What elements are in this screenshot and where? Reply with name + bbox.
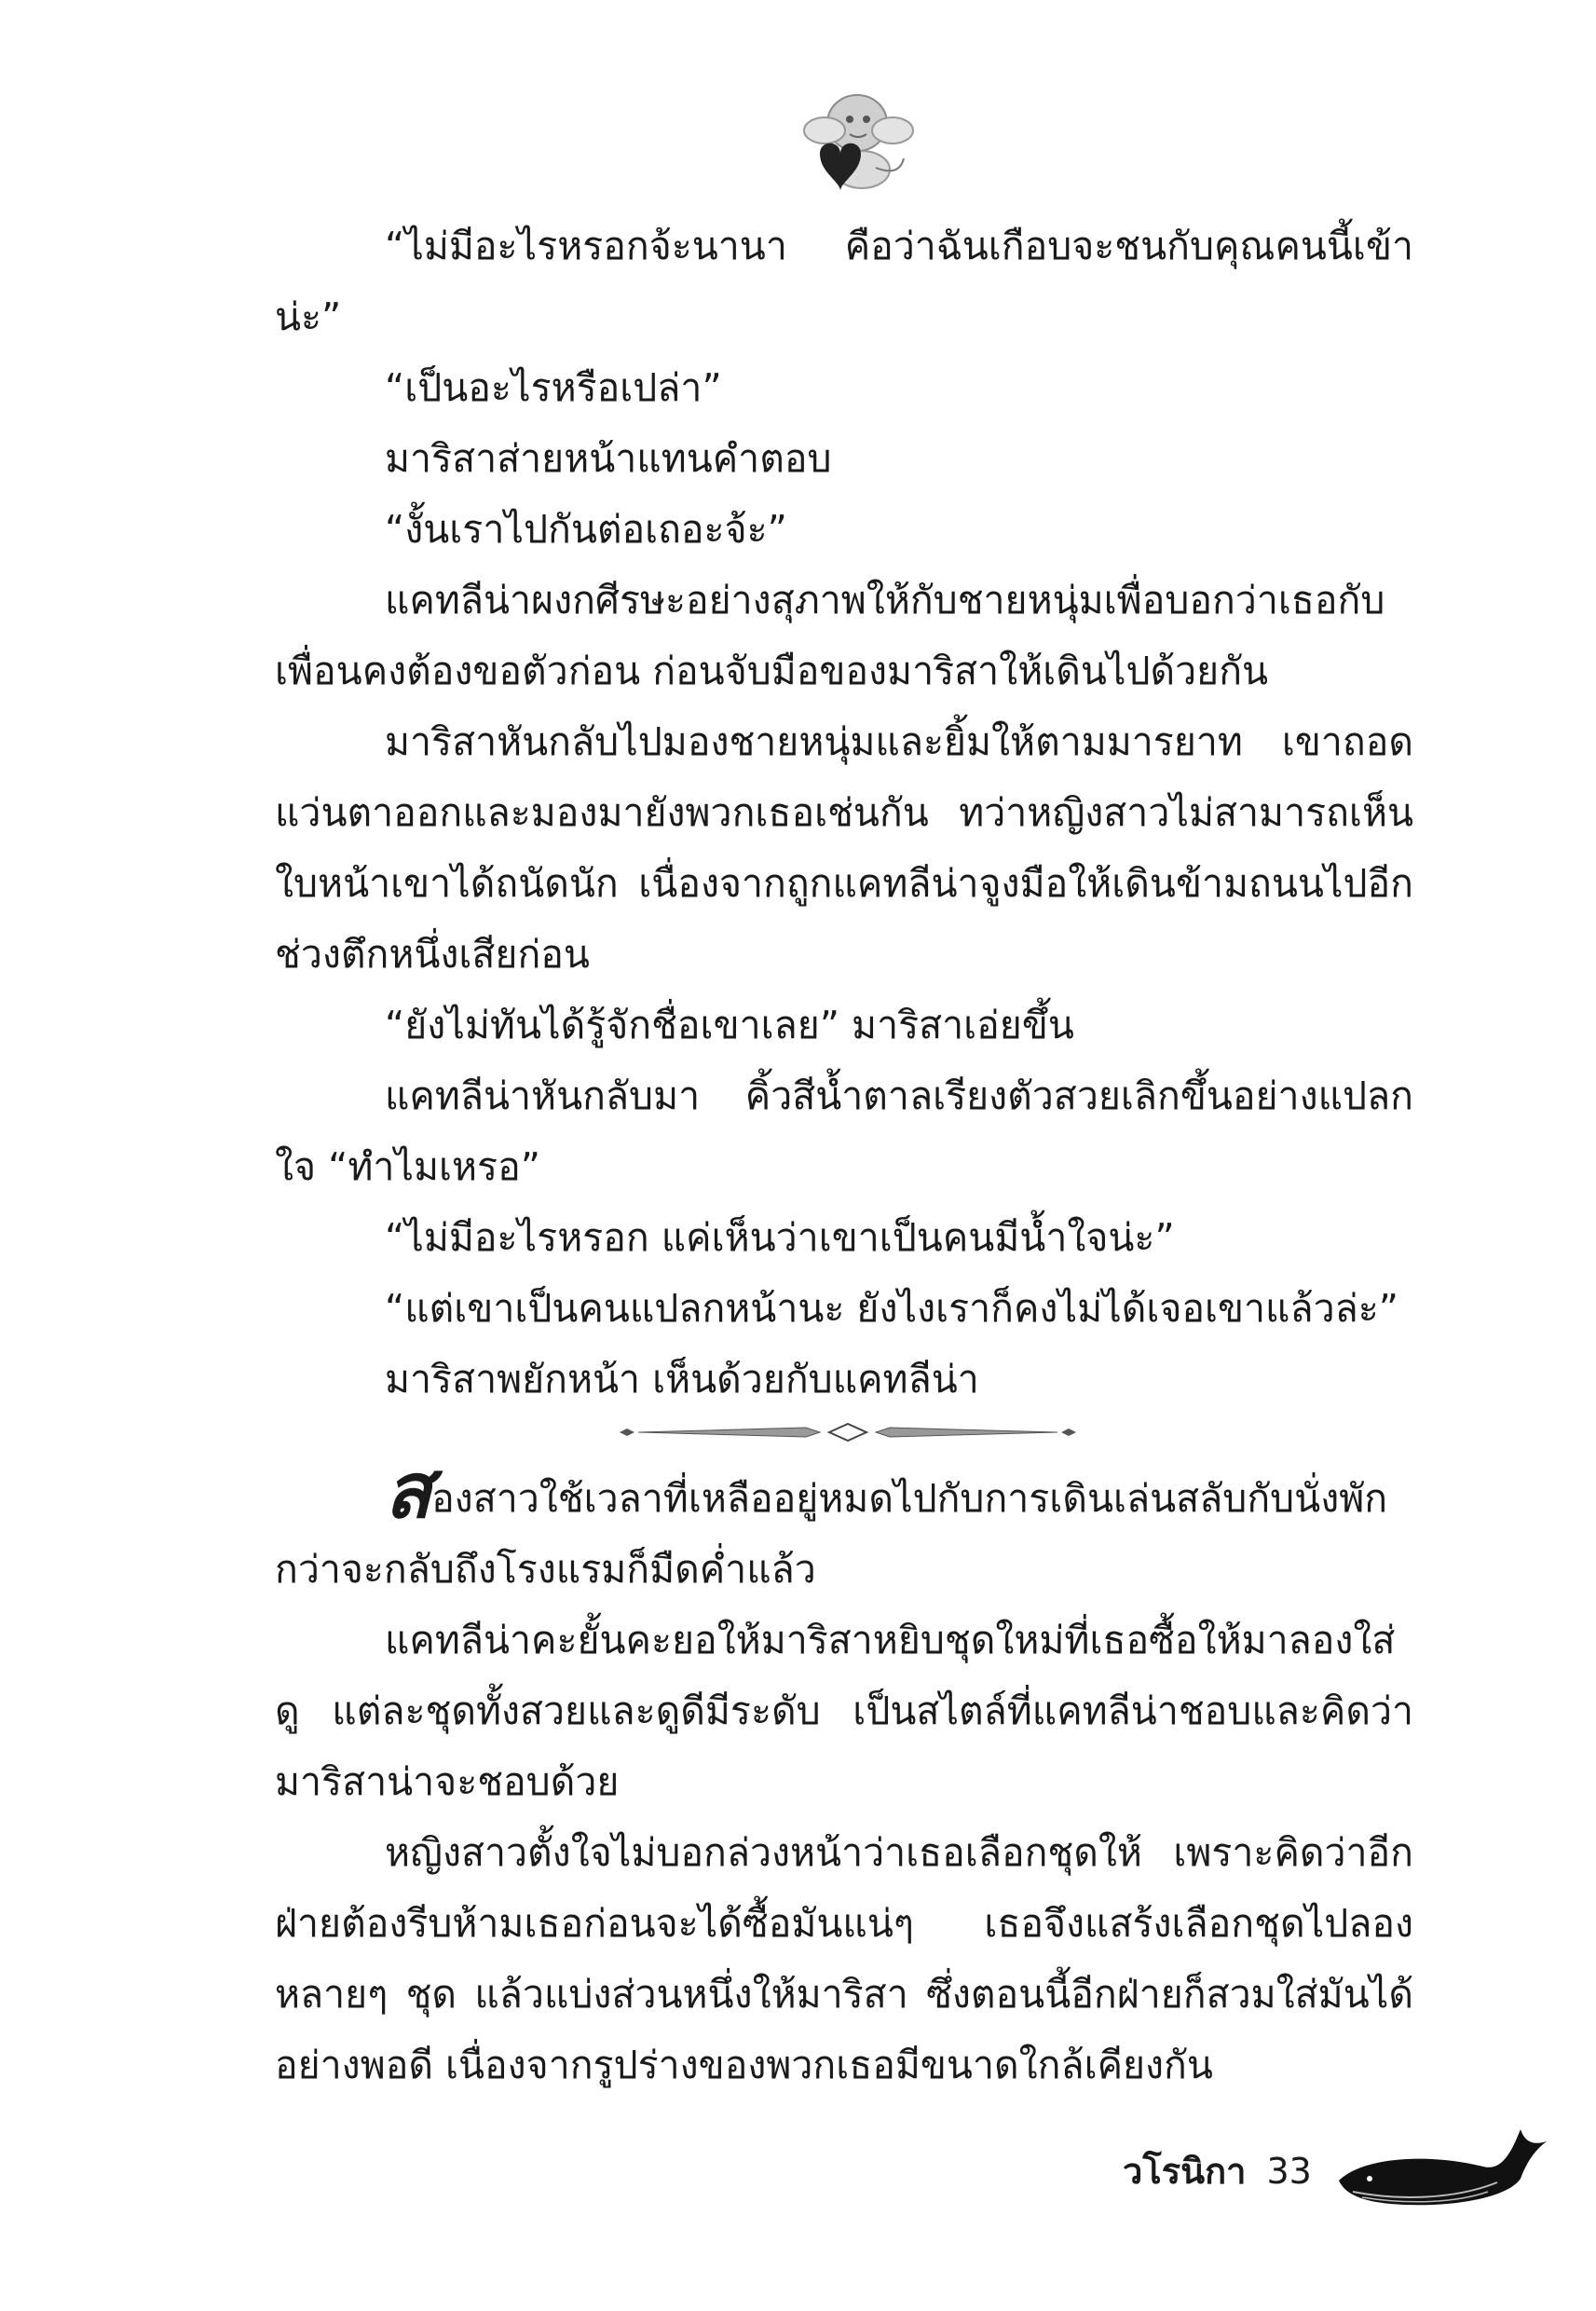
cherub-heart-icon [783,65,922,205]
paragraph: “ไม่มีอะไรหรอกจ้ะนานา คือว่าฉันเกือบจะชนกับคุณคนนี้เข้าน่ะ” [275,224,1413,339]
paragraph-first-text: องสาวใช้เวลาที่เหลืออยู่หมดไปกับการเดินเล่นสลับกับนั่งพักกว่าจะกลับถึงโรงแรมก็มืดค่ำแล้ว [275,1476,1388,1592]
drop-cap: ส [385,1447,432,1536]
author-name: วโรนิกา [1123,2151,1247,2192]
paragraph: “งั้นเราไปกันต่อเถอะจ้ะ” [385,507,787,552]
paragraph: มาริสาหันกลับไปมองชายหนุ่มและยิ้มให้ตามมารยาท เขาถอดแว่นตาออกและมองมายังพวกเธอเช่นกัน ทว่าหญิงสาวไม่สามารถเห็นใบหน้าเขาได้ถนัดนัก เนื่องจากถูกแคทลีน่าจูงมือให้เดินข้ามถนนไปอีกช่วงตึกหนึ่งเสียก่อน [275,719,1413,977]
paragraph: หญิงสาวตั้งใจไม่บอกล่วงหน้าว่าเธอเลือกชุดให้ เพราะคิดว่าอีกฝ่ายต้องรีบห้ามเธอก่อนจะได้ซื้อมันแน่ๆ เธอจึงแสร้งเลือกชุดไปลองหลายๆ ชุด แล้วแบ่งส่วนหนึ่งให้มาริสา ซึ่งตอนนี้อีกฝ่ายก็สวมใส่มันได้อย่างพอดี เนื่องจากรูปร่างของพวกเธอมีขนาดใกล้เคียงกัน [275,1830,1413,2087]
paragraph: “เป็นอะไรหรือเปล่า” [385,365,722,410]
body-text-bottom [275,1447,1413,2100]
paragraph: “ไม่มีอะไรหรอก แค่เห็นว่าเขาเป็นคนมีน้ำใจน่ะ” [385,1215,1175,1260]
paragraph: มาริสาส่ายหน้าแทนคำตอบ [385,436,832,481]
whale-icon [1334,2115,1548,2218]
body-text-top [275,211,1413,1415]
paragraph: “ยังไม่ทันได้รู้จักชื่อเขาเลย” มาริสาเอ่ยขึ้น [385,1003,1074,1047]
paragraph: แคทลีน่าคะยั้นคะยอให้มาริสาหยิบชุดใหม่ที่เธอซื้อให้มาลองใส่ดู แต่ละชุดทั้งสวยและดูดีมีระดับ เป็นสไตล์ที่แคทลีน่าชอบและคิดว่ามาริสาน่าจะชอบด้วย [275,1618,1413,1804]
paragraph: มาริสาพยักหน้า เห็นด้วยกับแคทลีน่า [385,1357,979,1402]
paragraph-dropcap [275,1447,1413,1605]
section-divider [620,1421,1076,1443]
page-number: 33 [1266,2151,1312,2192]
paragraph: “แต่เขาเป็นคนแปลกหน้านะ ยังไงเราก็คงไม่ได้เจอเขาแล้วล่ะ” [385,1286,1399,1331]
paragraph: แคทลีน่าผงกศีรษะอย่างสุภาพให้กับชายหนุ่มเพื่อบอกว่าเธอกับเพื่อนคงต้องขอตัวก่อน ก่อนจับมือของมาริสาให้เดินไปด้วยกัน [275,578,1385,693]
paragraph: แคทลีน่าหันกลับมา คิ้วสีน้ำตาลเรียงตัวสวยเลิกขึ้นอย่างแปลกใจ “ทำไมเหรอ” [275,1073,1413,1189]
page-footer [1123,2143,1312,2199]
